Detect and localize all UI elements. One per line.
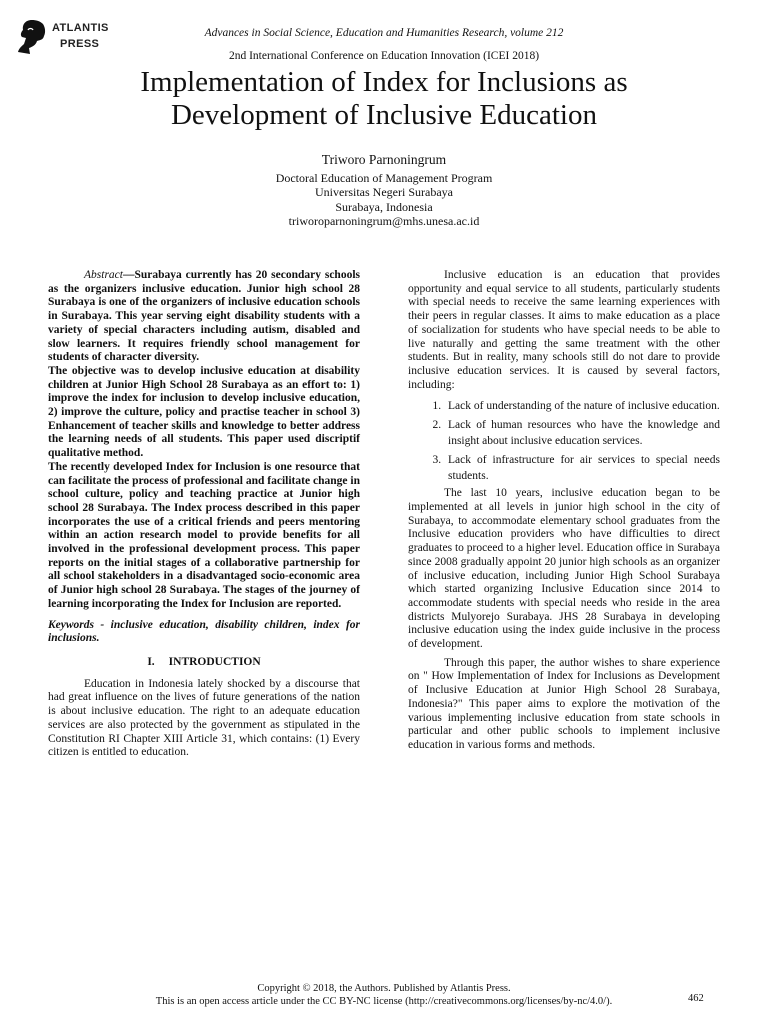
paper-title: Implementation of Index for Inclusions as Development of Inclusive Education <box>140 66 628 131</box>
author-name: Triworo Parnoningrum <box>321 152 447 167</box>
list-item: 3. Lack of infrastructure for air services to special needs students. <box>444 452 720 484</box>
intro-paragraph-3: The last 10 years, inclusive education began to be implemented at all levels in junior high school in the city of Surabaya, to accommodate elementary school graduates from the Inclusive education providers who have difficulties to direct graduates to proceed to a higher level. Education office in Surabaya since 2008 gradually appoint 20 junior high schools as an organizer of inclusive education, including Junior High School Surabaya which started organizing Inclusive Education since 2014 to accommodate students with special needs who reside in the area districts Mulyorejo Surabaya. JHS 28 Surabaya in developing inclusive education using the index guide inclusive in the process of development. <box>408 487 720 651</box>
abstract-paragraph-2: The objective was to develop inclusive education at disability children at Junior High School 28 Surabaya as an effort to: 1) improve the index for inclusion to develop inclusive education, 2) improve the culture, policy and practise teacher in school 3) Enhancement of teacher skills and knowledge to better address the learning needs of all students. This paper used discriptif qualitative method. <box>48 364 360 460</box>
section-title: INTRODUCTION <box>168 655 261 668</box>
list-item: 1. Lack of understanding of the nature of inclusive education. <box>444 398 720 414</box>
author-university: Universitas Negeri Surabaya <box>315 185 453 199</box>
conference-name: 2nd International Conference on Education Innovation (ICEI 2018) <box>228 50 540 62</box>
abstract-paragraph-3: The recently developed Index for Inclusion is one resource that can facilitate the process of professional and facilitate change in school culture, policy and teaching practice at Junior high school 28 Surabaya. The Index process described in this paper incorporates the use of a critical friends and peers mentoring within an action research model to provide benefits for all involved in the professional development process. This paper reports on the initial stages of a collaborative partnership for all school stakeholders in a disadvantaged socio-economic area of Junior high school 28 Surabaya. The stages of the journey of learning incorporating the Index for Inclusion are reported. <box>48 460 360 610</box>
author-program: Doctoral Education of Management Program <box>275 170 493 185</box>
list-item: 2. Lack of human resources who have the knowledge and insight about inclusive education services. <box>444 417 720 449</box>
right-column <box>408 269 720 753</box>
keywords: Keywords - inclusive education, disability children, index for inclusions. <box>48 618 360 645</box>
license-text: This is an open access article under the CC BY-NC license (http://creativecommons.org/licenses/by-nc/4.0/). <box>155 996 613 1007</box>
abstract-paragraph-1 <box>48 269 360 365</box>
introduction-paragraph-1: Education in Indonesia lately shocked by a discourse that had great influence on the lives of future generations of the nation is about inclusive education. The right to an adequate education services are also protected by the government as stipulated in the Constitution RI Chapter XIII Article 31, which contains: (1) Every citizen is entitled to education. <box>48 677 360 759</box>
section-heading-introduction <box>48 656 360 670</box>
intro-paragraph-2: Inclusive education is an education that provides opportunity and equal service to all students, particularly students with special needs to receive the same learning experiences with their peers in regular classes. It aims to make education as a place of socialization for students who have special needs to be able to live naturally and getting the same treatment with the other students. But in reality, many schools still do not dare to provide inclusive education services. It is caused by several factors, including: <box>408 269 720 391</box>
factors-list <box>408 398 720 484</box>
author-block <box>0 153 768 229</box>
copyright-text: Copyright © 2018, the Authors. Published by Atlantis Press. <box>257 983 511 994</box>
journal-name: Advances in Social Science, Education and Humanities Research, volume 212 <box>204 27 564 39</box>
left-column <box>48 269 360 760</box>
footer <box>0 982 768 1008</box>
page-number: 462 <box>688 993 704 1004</box>
logo-text-atlantis: ATLANTIS <box>52 22 109 34</box>
abstract-label: Abstract <box>84 269 123 281</box>
abstract-text-1: —Surabaya currently has 20 secondary schools as the organizers inclusive education. Junior high school 28 Surabaya is one of the organizers of inclusive education schools in Surabaya. This year serving eight disability students with a variety of special characters including autism, disabled and slow learners. It requires friendly school management for students of character diversity. <box>48 269 360 364</box>
section-number: I. <box>147 655 155 668</box>
author-email: triworoparnoningrum@mhs.unesa.ac.id <box>288 214 480 228</box>
logo-text-press: PRESS <box>60 38 100 50</box>
author-location: Surabaya, Indonesia <box>335 199 433 214</box>
intro-paragraph-4: Through this paper, the author wishes to share experience on " How Implementation of Index for Inclusions as Development of Inclusive Education at Junior High School 28 Surabaya, Indonesia?" This paper aims to explore the motivation of the various implementing inclusive education from state schools in particular and other public schools to implement inclusive education in various forms and methods. <box>408 656 720 751</box>
